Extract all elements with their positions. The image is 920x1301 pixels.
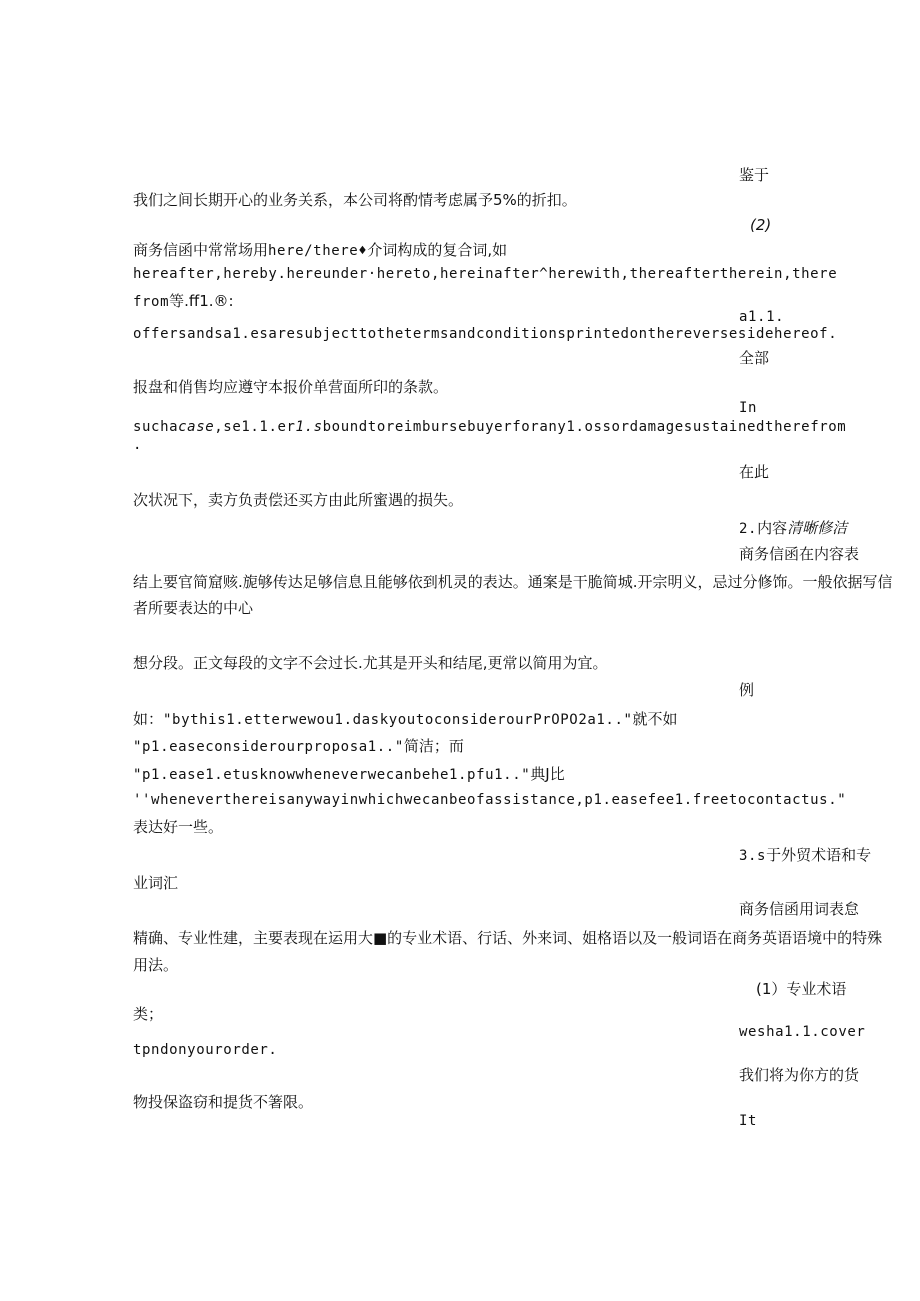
text-line-compound-words [133, 240, 507, 260]
example-quote-1: "bythis1.etterwewou1.daskyoutoconsiderourPrOPO2a1.." [163, 712, 633, 728]
a-word: a [169, 419, 179, 435]
item-number-2: (2) [750, 216, 772, 234]
here-there-term: here/there♦ [268, 243, 368, 259]
fragment-wording: 商务信函用词表怠 [739, 900, 860, 918]
section-heading-3 [739, 845, 871, 865]
fragment-a11: a1.1. [739, 309, 785, 325]
section-heading-2 [739, 518, 847, 538]
text-line-case-chinese: 次状况下，卖方负责偿还买方由此所蜜遇的损失。 [133, 491, 464, 509]
fragment-in: In [739, 400, 758, 416]
section-number: 2. [739, 521, 758, 537]
section-title-part2: 清晰修洁 [787, 519, 848, 537]
fragment-quanbu: 全部 [739, 349, 770, 367]
example-compare-1: 就不如 [632, 710, 678, 728]
seller-word: ,se1.1.er [214, 419, 296, 435]
section-title-part1: 内容 [757, 519, 788, 537]
fragment-jianyu: 鉴于 [739, 166, 770, 184]
text-line-example-1 [133, 709, 678, 729]
text-line-vocab: 业词汇 [133, 874, 179, 892]
fragment-it: It [739, 1113, 758, 1129]
example-prefix: 如： [133, 710, 164, 728]
text-line-lei: 类； [133, 1005, 164, 1023]
fragment-we-shall-cover: wesha1.1.cover [739, 1024, 866, 1040]
text-line-from-example [133, 291, 234, 311]
text-line-example-3 [133, 764, 565, 784]
example-marker: 等.ff1.®: [169, 292, 234, 310]
example-quote-2: "p1.easeconsiderourproposa1.." [133, 739, 404, 755]
text-line-paragraphing: 想分段。正文每段的文字不会过长.尤其是开头和结尾,更常以简用为宜。 [133, 654, 608, 672]
example-compare-3: 典J比 [530, 765, 565, 783]
text-line-terms-2: 用法。 [133, 956, 179, 974]
fragment-li: 例 [739, 681, 755, 699]
example-quote-3: "p1.ease1.etusknowwheneverwecanbehe1.pfu1.." [133, 767, 531, 783]
fragment-insure-goods: 我们将为你方的货 [739, 1066, 860, 1084]
text-line-compound-list: hereafter,hereby.hereunder·hereto,hereinafter^herewith,thereaftertherein,there [133, 266, 838, 282]
text-line-terms-1: 精确、专业性建，主要表现在运用大■的专业术语、行话、外来词、姐格语以及一般词语在商务英语语境中的特殊 [133, 929, 883, 947]
section-title-3: 于外贸术语和专 [766, 846, 872, 864]
period-mark: . [133, 437, 143, 453]
fragment-content-expression: 商务信函在内容表 [739, 545, 860, 563]
text-line-tpnd-chinese: 物投保盗窃和提货不箸限。 [133, 1093, 314, 1111]
text-line-offers-chinese: 报盘和俏售均应遵守本报价单营面所印的条款。 [133, 378, 449, 396]
such-word: such [133, 419, 170, 435]
case-word: case [178, 419, 215, 435]
text-line-better: 表达好一些。 [133, 818, 224, 836]
text-line-offers-english: offersandsa1.esaresubjecttothetermsandconditionsprintedonthereversesidehereof. [133, 326, 838, 342]
text-line-concise-1: 结上要官简窟赅.旎够传达足够信息且能够依到机灵的表达。通案是干脆简城.开宗明义，忌过分修饰。一般依据写信 [133, 573, 893, 591]
text-line-tpnd: tpndonyourorder. [133, 1042, 278, 1058]
item-professional-terms: (1）专业术语 [756, 980, 847, 998]
from-word: from [133, 294, 170, 310]
reimburse-clause: boundtoreimbursebuyerforany1.ossordamagesustainedtherefrom [322, 419, 847, 435]
text-line-discount: 我们之间长期开心的业务关系，本公司将酌情考虑属予5%的折扣。 [133, 191, 577, 209]
text-line-example-4: ''wheneverthereisanywayinwhichwecanbeofassistance,p1.easefee1.freetocontactus." [133, 792, 847, 808]
compound-intro: 商务信函中常常场用 [133, 241, 269, 259]
text-line-case-english [133, 419, 846, 436]
compound-desc: 介词构成的复合词,如 [367, 241, 508, 259]
section-number-3: 3.s [739, 848, 767, 864]
example-compare-2: 简洁；而 [403, 737, 464, 755]
text-line-concise-2: 者所要表达的中心 [133, 599, 254, 617]
text-line-example-2 [133, 736, 464, 756]
fragment-zaici: 在此 [739, 463, 770, 481]
is-word: 1.s [295, 419, 323, 435]
